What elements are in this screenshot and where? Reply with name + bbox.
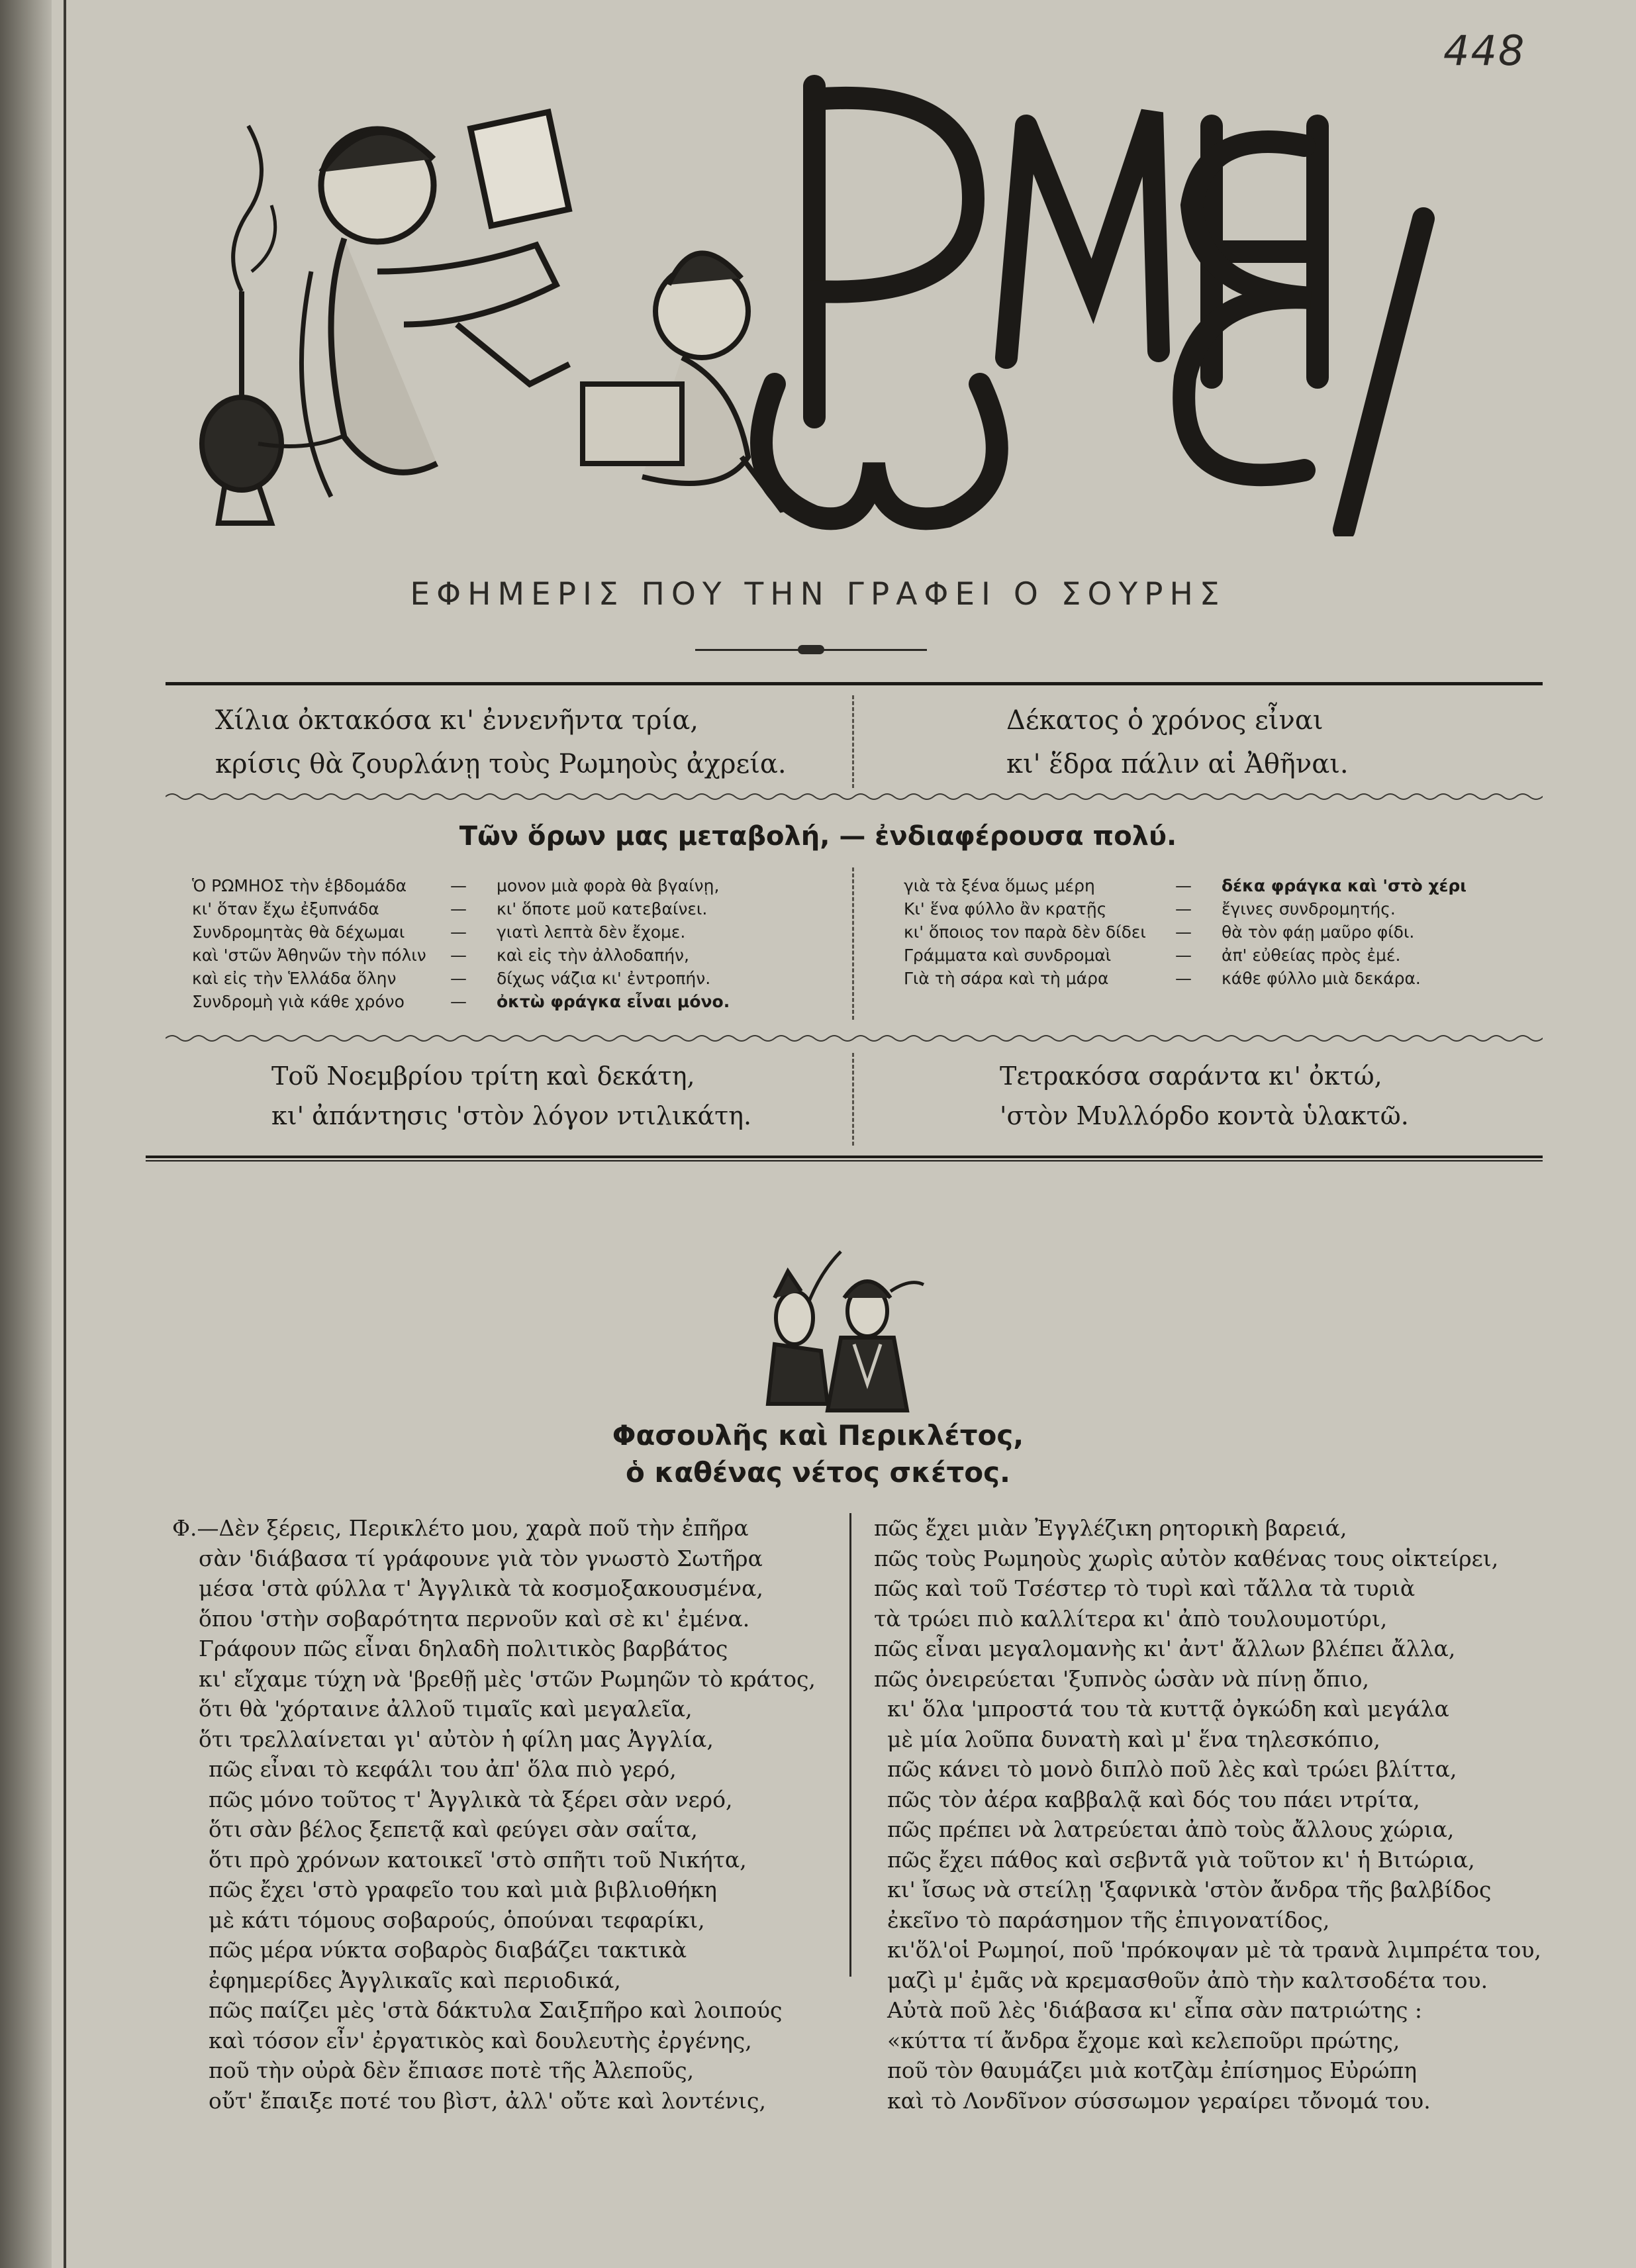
poem-line: Φ.—Δὲν ξέρεις, Περικλέτο μου, χαρὰ ποῦ τὴν ἐπῆρα xyxy=(172,1515,749,1541)
poem-line: ὅτι θὰ 'χόρταινε ἀλλοῦ τιμαῖς καὶ μεγαλεῖα, xyxy=(199,1696,693,1722)
poem-line: ἐφημερίδες Ἀγγλικαῖς καὶ περιοδικά, xyxy=(209,1967,621,1993)
article-title-line: Φασουλῆς καὶ Περικλέτος, xyxy=(612,1419,1024,1452)
poem-line: ἐκεῖνο τὸ παράσημον τῆς ἐπιγονατίδος, xyxy=(887,1906,1330,1933)
poem-line: πῶς ὀνειρεύεται 'ξυπνὸς ὡσὰν νὰ πίνῃ ὄπιο, xyxy=(874,1665,1369,1692)
date-verse-left xyxy=(271,1056,751,1136)
article-title-line: ὁ καθένας νέτος σκέτος. xyxy=(626,1456,1010,1489)
poem-line: κι' ὅλα 'μπροστά του τὰ κυττᾷ ὀγκώδη καὶ μεγάλα xyxy=(887,1696,1449,1722)
masthead-illustration xyxy=(179,73,1457,536)
verse-line: κι' ἕδρα πάλιν αἱ Ἀθῆναι. xyxy=(1006,749,1349,779)
poem-line: πῶς καὶ τοῦ Τσέστερ τὸ τυρὶ καὶ τἄλλα τὰ τυριὰ xyxy=(874,1575,1416,1601)
poem-line: σὰν 'διάβασα τί γράφουνε γιὰ τὸν γνωστὸ Σωτῆρα xyxy=(199,1545,763,1571)
wavy-divider xyxy=(166,791,1543,802)
column-divider xyxy=(849,1513,851,1977)
poem-line: πῶς ἔχει πάθος καὶ σεβντᾶ γιὰ τοῦτον κι' ἡ Βιτώρια, xyxy=(887,1846,1475,1873)
terms-row: γιὰ τὰ ξένα ὅμως μέρη — δέκα φράγκα καὶ 'στὸ χέρι xyxy=(904,876,1467,895)
poem-line: ὅτι σὰν βέλος ξεπετᾷ καὶ φεύγει σὰν σαΐτα, xyxy=(209,1816,698,1842)
verse-line: Τοῦ Νοεμβρίου τρίτη καὶ δεκάτη, xyxy=(271,1061,695,1091)
header-verse-right xyxy=(1006,699,1349,786)
poem-line: καὶ τόσον εἶν' ἐργατικὸς καὶ δουλευτὴς ἐργένης, xyxy=(209,2027,752,2053)
poem-line: ὅτι πρὸ χρόνων κατοικεῖ 'στὸ σπῆτι τοῦ Νικήτα, xyxy=(209,1846,747,1873)
header-verse-left xyxy=(215,699,787,786)
verse-line: Χίλια ὀκτακόσα κι' ἐννενῆντα τρία, xyxy=(215,705,698,736)
terms-row: καὶ εἰς τὴν Ἑλλάδα ὅλην — δίχως νάζια κι' ἐντροπήν. xyxy=(192,969,711,988)
poem-line: πῶς εἶναι μεγαλομανὴς κι' ἀντ' ἄλλων βλέπει ἄλλα, xyxy=(874,1636,1456,1661)
poem-line: ποῦ τὴν οὐρὰ δὲν ἔπιασε ποτὲ τῆς Ἀλεποῦς, xyxy=(209,2057,695,2083)
header-top-rule xyxy=(166,682,1543,685)
article-right-column xyxy=(874,1513,1541,2116)
poem-line: ὅπου 'στὴν σοβαρότητα περνοῦν καὶ σὲ κι' ἐμένα. xyxy=(199,1605,750,1632)
terms-row: Ὁ ΡΩΜΗΟΣ τὴν ἑβδομάδα — μονον μιὰ φορὰ θὰ βγαίνῃ, xyxy=(192,876,720,895)
poem-line: μὲ κάτι τόμους σοβαρούς, ὁπούναι τεφαρίκι, xyxy=(209,1906,705,1933)
poem-line: πῶς τὸν ἀέρα καββαλᾷ καὶ δός του πάει ντρίτα, xyxy=(887,1786,1420,1812)
terms-divider xyxy=(852,867,854,1020)
poem-line: πῶς πρέπει νὰ λατρεύεται ἀπὸ τοὺς ἄλλους χώρια, xyxy=(887,1816,1455,1842)
terms-row: Γιὰ τὴ σάρα καὶ τὴ μάρα — κάθε φύλλο μιὰ δεκάρα. xyxy=(904,969,1421,988)
poem-line: Αὐτὰ ποῦ λὲς 'διάβασα κι' εἶπα σὰν πατριώτης : xyxy=(887,1997,1423,2023)
article-left-column xyxy=(172,1513,816,2116)
verse-line: Τετρακόσα σαράντα κι' ὀκτώ, xyxy=(1000,1061,1382,1091)
poem-line: ὅτι τρελλαίνεται γι' αὐτὸν ἡ φίλη μας Ἀγγλία, xyxy=(199,1726,714,1752)
page-number: 448 xyxy=(1443,26,1526,75)
terms-row: καὶ 'στῶν Ἀθηνῶν τὴν πόλιν — καὶ εἰς τὴν ἀλλοδαπήν, xyxy=(192,946,689,965)
poem-line: καὶ τὸ Λονδῖνον σύσσωμον γεραίρει τὄνομά του. xyxy=(887,2087,1431,2114)
date-verse-right xyxy=(1000,1056,1409,1136)
poem-line: κι' ἴσως νὰ στείλῃ 'ξαφνικὰ 'στὸν ἄνδρα τῆς βαλβίδος xyxy=(887,1877,1492,1902)
verse-line: Δέκατος ὁ χρόνος εἶναι xyxy=(1006,705,1323,736)
article-title xyxy=(0,1417,1636,1491)
title-lettering xyxy=(761,86,1423,530)
verse-line: κι' ἀπάντησις 'στὸν λόγον ντιλικάτη. xyxy=(271,1101,752,1130)
poem-line: οὔτ' ἔπαιξε ποτέ του βὶστ, ἀλλ' οὔτε καὶ λοντένις, xyxy=(209,2087,766,2114)
binding-fold-line xyxy=(64,0,66,2268)
poem-line: πῶς μόνο τοῦτος τ' Ἀγγλικὰ τὰ ξέρει σὰν νερό, xyxy=(209,1786,733,1812)
poem-line: πῶς τοὺς Ρωμηοὺς χωρὶς αὐτὸν καθένας τους οἰκτείρει, xyxy=(874,1545,1499,1571)
poem-line: πῶς εἶναι τὸ κεφάλι του ἀπ' ὅλα πιὸ γερό, xyxy=(209,1756,677,1782)
seated-man-figure xyxy=(301,112,569,497)
terms-left-table xyxy=(192,874,730,1013)
verse-divider xyxy=(852,695,854,788)
poem-line: ποῦ τὸν θαυμάζει μιὰ κοτζὰμ ἐπίσημος Εὐρώπη xyxy=(887,2057,1417,2083)
terms-row: Συνδρομὴ γιὰ κάθε χρόνο — ὀκτὼ φράγκα εἶναι μόνο. xyxy=(192,992,730,1011)
tagline-ornament xyxy=(798,645,824,654)
poem-line: κι'ὅλ'οἱ Ρωμηοί, ποῦ 'πρόκοψαν μὲ τὰ τρανὰ λιμπρέτα του, xyxy=(887,1937,1541,1963)
poem-line: μὲ μία λοῦπα δυνατὴ καὶ μ' ἕνα τηλεσκόπιο, xyxy=(887,1726,1380,1752)
terms-right-table xyxy=(904,874,1467,990)
poem-line: «κύττα τί ἄνδρα ἔχομε καὶ κελεποῦρι πρώτης, xyxy=(887,2027,1400,2053)
header-bottom-rule xyxy=(146,1156,1543,1161)
terms-row: Κι' ἕνα φύλλο ἂν κρατῇς — ἔγινες συνδρομητής. xyxy=(904,899,1396,918)
poem-line: πῶς παίζει μὲς 'στὰ δάκτυλα Σαιξπῆρο καὶ λοιπούς xyxy=(209,1997,783,2023)
verse-divider xyxy=(852,1053,854,1146)
poem-line: τὰ τρώει πιὸ καλλίτερα κι' ἀπὸ τουλουμοτύρι, xyxy=(874,1605,1388,1632)
masthead-tagline: ΕΦΗΜΕΡΙΣ ΠΟΥ ΤΗΝ ΓΡΑΦΕΙ Ο ΣΟΥΡΗΣ xyxy=(410,576,1226,613)
verse-line: 'στὸν Μυλλόρδο κοντὰ ὑλακτῶ. xyxy=(1000,1101,1409,1130)
terms-row: κι' ὅταν ἔχω ἐξυπνάδα — κι' ὅποτε μοῦ κατεβαίνει. xyxy=(192,899,708,918)
poem-line: Γράφουν πῶς εἶναι δηλαδὴ πολιτικὸς βαρβάτος xyxy=(199,1636,728,1661)
poem-line: πῶς ἔχει 'στὸ γραφεῖο του καὶ μιὰ βιβλιοθήκη xyxy=(209,1877,717,1902)
terms-row: κι' ὅποιος τον παρὰ δὲν δίδει — θὰ τὸν φάῃ μαῦρο φίδι. xyxy=(904,922,1415,942)
poem-line: μέσα 'στὰ φύλλα τ' Ἀγγλικὰ τὰ κοσμοξακουσμένα, xyxy=(199,1575,763,1601)
terms-row: Γράμματα καὶ συνδρομαὶ — ἀπ' εὐθείας πρὸς ἐμέ. xyxy=(904,946,1401,965)
wavy-divider xyxy=(166,1033,1543,1044)
poem-line: πῶς μέρα νύκτα σοβαρὸς διαβάζει τακτικὰ xyxy=(209,1937,687,1963)
poem-line: μαζὶ μ' ἐμᾶς νὰ κρεμασθοῦν ἀπὸ τὴν καλτσοδέτα του. xyxy=(887,1967,1488,1993)
terms-row: Συνδρομητὰς θὰ δέχωμαι — γιατὶ λεπτὰ δὲν ἔχομε. xyxy=(192,922,686,942)
page-edge xyxy=(0,0,52,2268)
puppets-vignette xyxy=(755,1238,927,1417)
verse-line: κρίσις θὰ ζουρλάνῃ τοὺς Ρωμηοὺς ἀχρεία. xyxy=(215,749,787,779)
poem-line: πῶς κάνει τὸ μονὸ διπλὸ ποῦ λὲς καὶ τρώει βλίττα, xyxy=(887,1756,1457,1782)
poem-line: κι' εἴχαμε τύχη νὰ 'βρεθῇ μὲς 'στῶν Ρωμηῶν τὸ κράτος, xyxy=(199,1665,816,1692)
poem-line: πῶς ἔχει μιὰν Ἐγγλέζικη ρητορικὴ βαρειά, xyxy=(874,1515,1347,1541)
subscription-terms-title: Τῶν ὅρων μας μεταβολή, — ἐνδιαφέρουσα πολύ. xyxy=(459,821,1177,852)
